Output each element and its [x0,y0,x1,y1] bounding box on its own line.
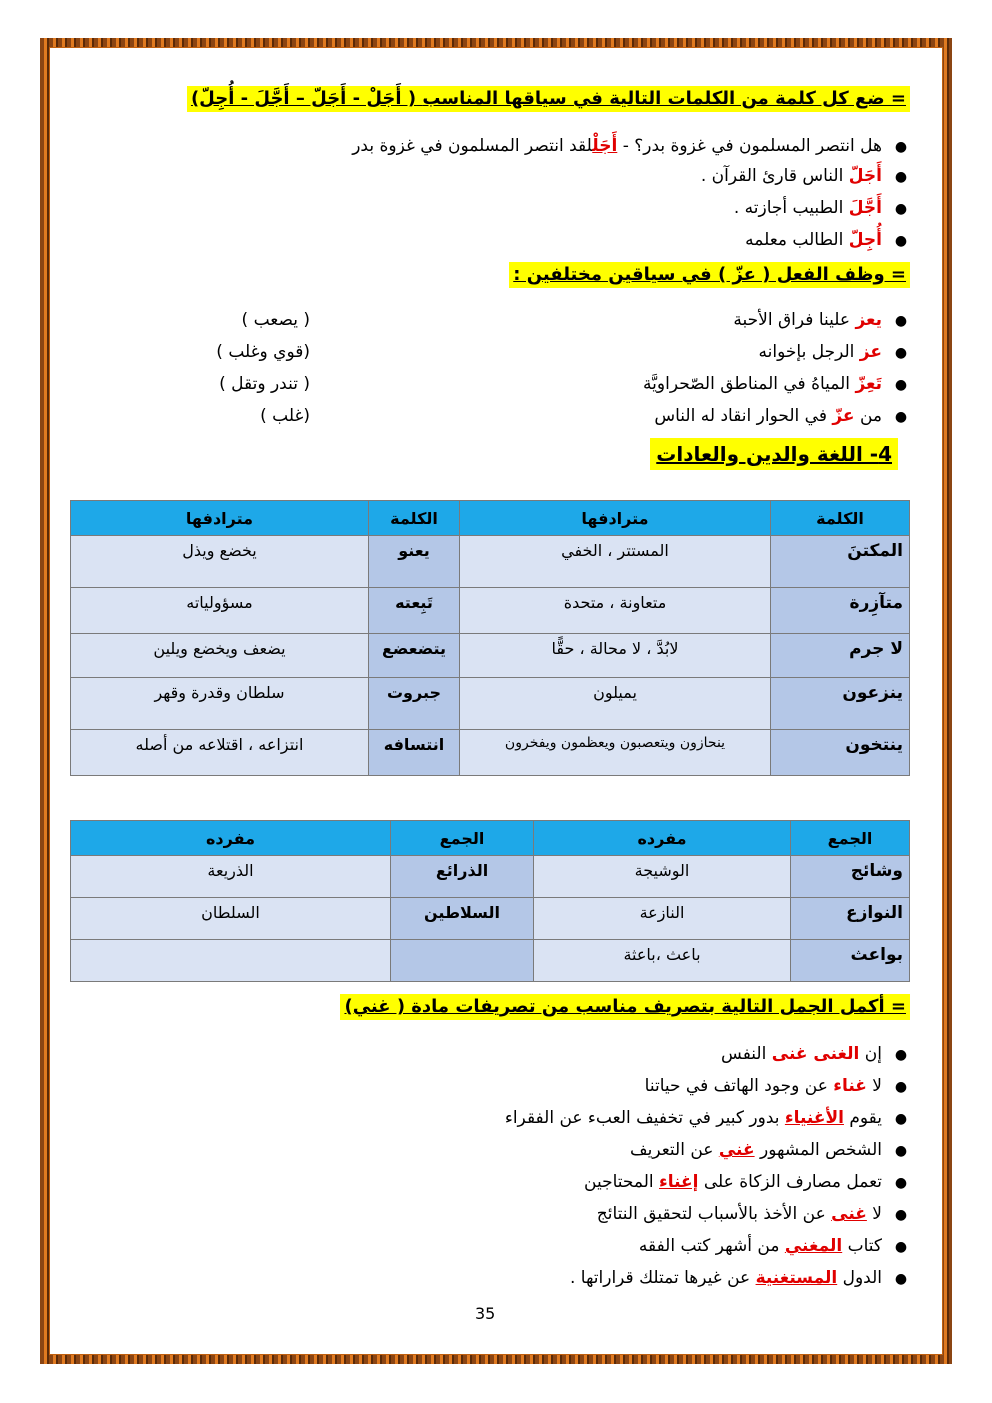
section3-title: 4- اللغة والدين والعادات [650,438,898,470]
table-row: النوازع النازعة السلاطين السلطان [71,898,910,940]
meaning-note: ( تندر وتقل ) [219,374,310,394]
column-header: الجمع [391,821,534,856]
section1-header-words: ( أَجَلْ - أَجَلّ – أَجَّلَ - أُجِلّ) [190,88,417,109]
table-row: بواعث باعث ،باعثة [71,940,910,982]
section4-header: = أكمل الجمل التالية بتصريف مناسب من تصريفات مادة ( غني) [340,994,910,1020]
plural-table [70,820,910,982]
table-row: متآزِرة متعاونة ، متحدة تَبِعته مسؤولياته [71,588,910,634]
bullet-icon: ● [894,1111,908,1127]
list-item: ●من عزّ في الحوار انقاد له الناس [654,404,910,429]
section1-header-prefix: = ضع كل كلمة من الكلمات التالية في سياقها المناسب [422,88,906,109]
table-header-row [71,821,910,856]
table-row: وشائج الوشيجة الذرائع الذريعة [71,856,910,898]
list-item: ●لا غنى عن الأخذ بالأسباب لتحقيق النتائج [597,1202,910,1227]
bullet-icon: ● [894,139,908,155]
column-header: مترادفها [460,501,771,536]
column-header: الكلمة [771,501,910,536]
column-header: الكلمة [369,501,460,536]
section2-header: = وظف الفعل ( عزّ ) في سياقين مختلفين : [509,262,910,288]
list-item: ●عز الرجل بإخوانه [759,340,910,365]
list-item: ●أُجِلّ الطالب معلمه [745,228,910,253]
bullet-icon: ● [894,377,908,393]
list-item: ●أَجَلّ الناس قارئ القرآن . [701,164,910,189]
list-item: ●لا غناء عن وجود الهاتف في حياتنا [645,1074,910,1099]
table-row: ينتخون ينحازون ويتعصبون ويعظمون ويفخرون انتسافه انتزاعه ، اقتلاعه من أصله [71,730,910,776]
table-row: لا جرم لابُدَّ ، لا محالة ، حقًّا يتضعضع يضعف ويخضع ويلين [71,634,910,678]
table-header-row [71,501,910,536]
list-item: ●الدول المستغنية عن غيرها تمتلك قراراتها . [570,1266,910,1291]
bullet-icon: ● [894,1079,908,1095]
bullet-icon: ● [894,169,908,185]
list-item: ●تعمل مصارف الزكاة على إغناء المحتاجين [584,1170,910,1195]
list-item: ●أَجَّلَ الطبيب أجازته . [734,196,910,221]
list-item: ●تَعِزّ المياهُ في المناطق الصّحراويَّة [643,372,910,397]
bullet-icon: ● [894,233,908,249]
bullet-icon: ● [894,201,908,217]
column-header: مفرده [534,821,791,856]
bullet-icon: ● [894,1175,908,1191]
synonyms-table [70,500,910,776]
bullet-icon: ● [894,1143,908,1159]
column-header: مترادفها [71,501,369,536]
list-item: ●كتاب المغني من أشهر كتب الفقه [639,1234,910,1259]
column-header: الجمع [791,821,910,856]
bullet-icon: ● [894,1207,908,1223]
list-item: ●هل انتصر المسلمون في غزوة بدر؟ - أَجَلْلقد انتصر المسلمون في غزوة بدر [352,134,910,159]
meaning-note: ( يصعب ) [241,310,310,330]
list-item: ●الشخص المشهور غني عن التعريف [630,1138,910,1163]
bullet-icon: ● [894,1271,908,1287]
bullet-icon: ● [894,1047,908,1063]
bullet-icon: ● [894,313,908,329]
bullet-icon: ● [894,409,908,425]
section1-header [187,86,910,112]
list-item: ●يعز علينا فراق الأحبة [733,308,910,333]
meaning-note: (غلب ) [260,406,310,426]
table-row: ينزعون يميلون جبروت سلطان وقدرة وقهر [71,678,910,730]
column-header: مفرده [71,821,391,856]
list-item: ●يقوم الأغنياء بدور كبير في تخفيف العبء عن الفقراء [505,1106,910,1131]
list-item: ●إن الغنى غنى النفس [721,1042,910,1067]
bullet-icon: ● [894,1239,908,1255]
page-number: 35 [475,1304,496,1323]
bullet-icon: ● [894,345,908,361]
meaning-note: (قوي وغلب ) [216,342,310,362]
table-row: المكتنَ المستتر ، الخفي يعنو يخضع ويذل [71,536,910,588]
